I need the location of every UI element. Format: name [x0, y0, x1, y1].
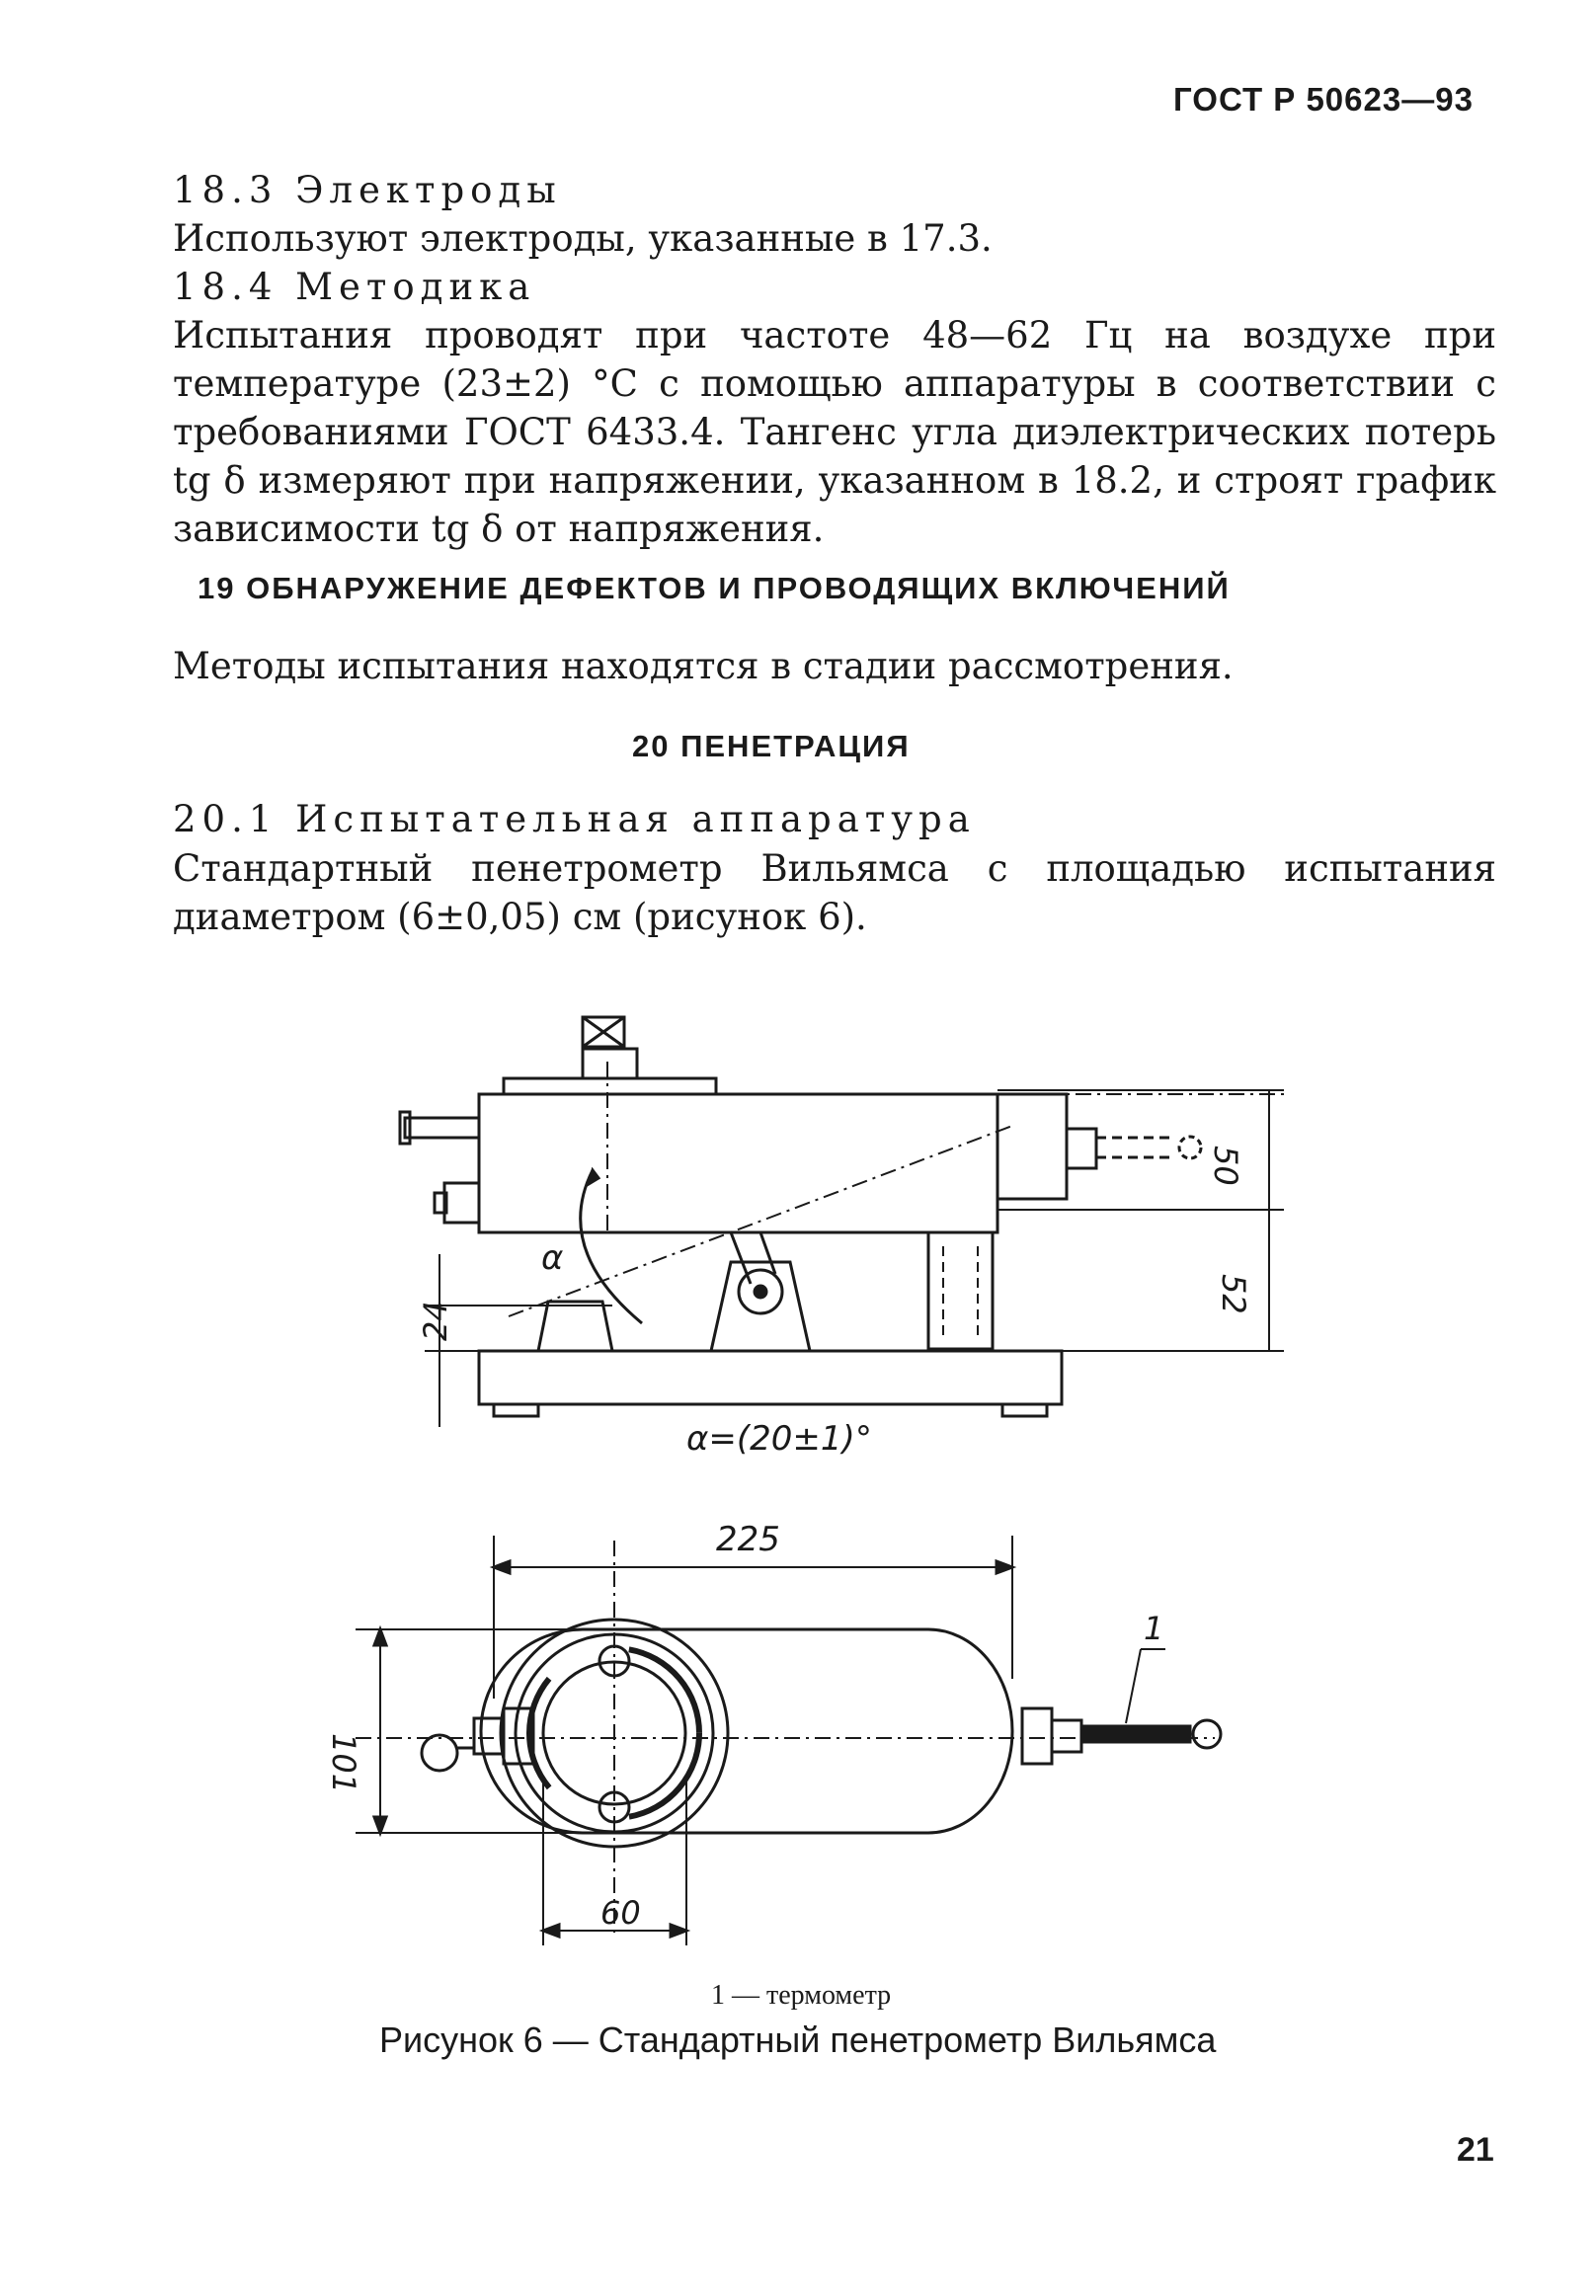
section-19-heading: 19 ОБНАРУЖЕНИЕ ДЕФЕКТОВ И ПРОВОДЯЩИХ ВКЛЮЧЕНИЙ — [198, 571, 1231, 605]
angle-formula: α=(20±1)° — [686, 1419, 872, 1459]
side-view-drawing — [400, 1017, 1284, 1427]
dim-label-60: 60 — [600, 1894, 641, 1932]
top-body-outline — [481, 1629, 1012, 1833]
base-foot-right — [1002, 1404, 1047, 1416]
top-view-drawing — [356, 1536, 1221, 1945]
main-body — [479, 1094, 998, 1232]
page-number: 21 — [1457, 2131, 1494, 2169]
leader-line — [1126, 1649, 1141, 1723]
dim-label-52: 52 — [1215, 1274, 1252, 1314]
section-18-4-title: 18.4 Методика — [173, 266, 536, 308]
section-18-4-text: Испытания проводят при частоте 48—62 Гц на воздухе при температуре (23±2) °С с помощью аппаратуры в соответствии с требованиями ГОСТ 6433.4. Тангенс угла диэлектрических потерь tg δ измеряют при напряжении, указанном в 18.2, и строят график зависимости tg δ от напряжения. — [173, 314, 1496, 550]
section-18-3-text: Используют электроды, указанные в 17.3. — [173, 217, 993, 260]
leader-label-1: 1 — [1144, 1610, 1164, 1647]
alpha-label: α — [541, 1238, 564, 1278]
base-plate — [479, 1351, 1062, 1404]
dim-label-50: 50 — [1207, 1146, 1244, 1186]
dim-label-24: 24 — [417, 1301, 454, 1341]
thermometer-holder — [998, 1094, 1067, 1199]
section-20-1-text: Стандартный пенетрометр Вильямса с площадью испытания диаметром (6±0,05) см (рисунок 6). — [173, 847, 1496, 938]
thermometer — [1081, 1726, 1190, 1742]
section-18-3-title: 18.3 Электроды — [173, 169, 562, 211]
figure-caption: Рисунок 6 — Стандартный пенетрометр Вильямса — [379, 2019, 1217, 2060]
section-20-1-title: 20.1 Испытательная аппаратура — [173, 798, 976, 840]
document-header: ГОСТ Р 50623—93 — [1173, 81, 1474, 118]
section-20-heading: 20 ПЕНЕТРАЦИЯ — [632, 729, 911, 763]
dim-label-101: 101 — [325, 1733, 362, 1794]
figure-legend: 1 — термометр — [711, 1980, 892, 2011]
base-foot-left — [494, 1404, 538, 1416]
section-19-text: Методы испытания находятся в стадии рассмотрения. — [173, 645, 1234, 687]
support-block — [538, 1302, 612, 1351]
thermometer-clamp — [1067, 1129, 1096, 1168]
right-leg — [928, 1232, 993, 1349]
dim-label-225: 225 — [716, 1520, 780, 1559]
